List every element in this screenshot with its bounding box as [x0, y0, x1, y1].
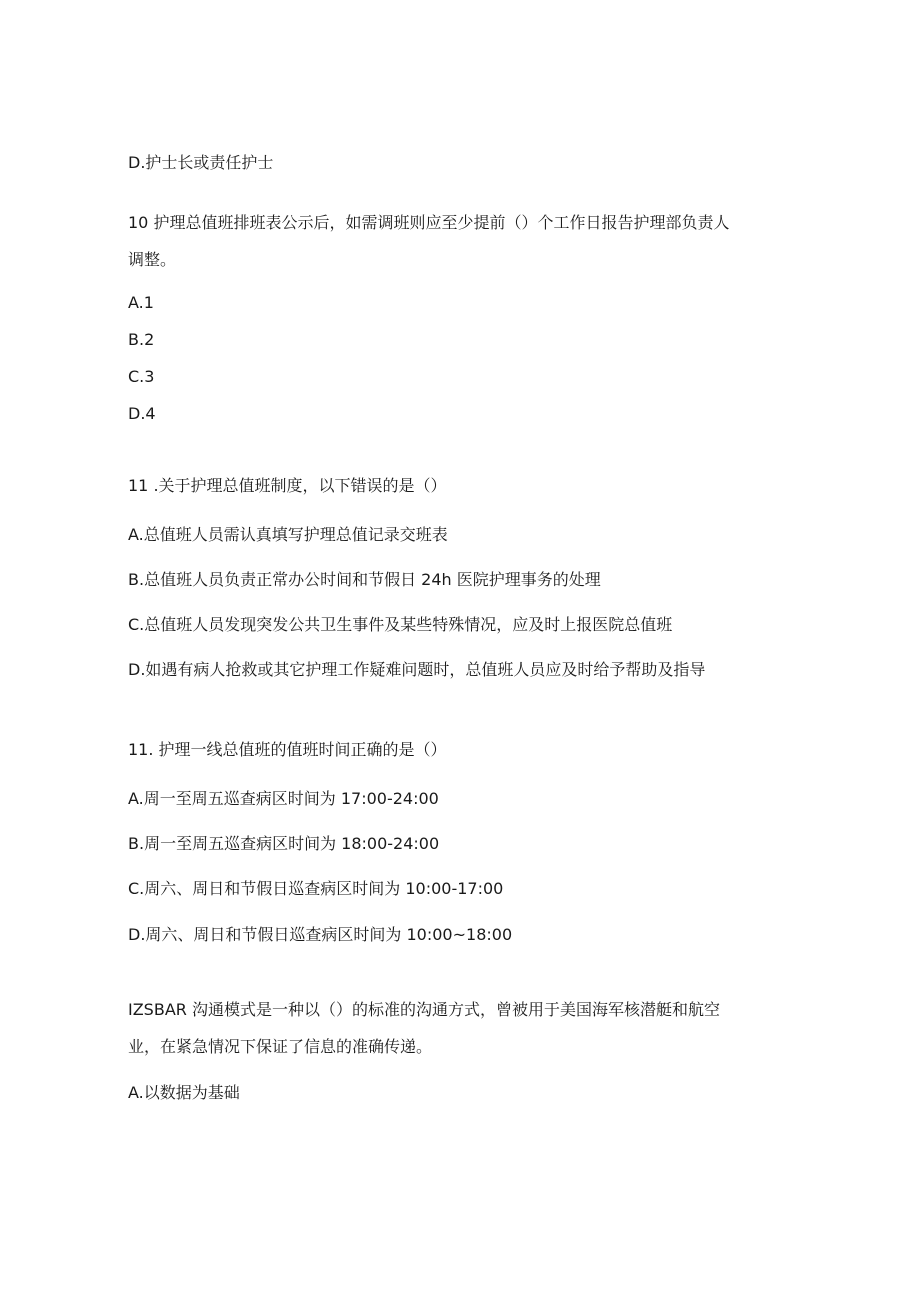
q10-option-a: A.1	[128, 293, 154, 312]
q12-option-a: A.以数据为基础	[128, 1083, 240, 1102]
q11b-question: 11. 护理一线总值班的值班时间正确的是（）	[128, 740, 447, 759]
q11a-option-c: C.总值班人员发现突发公共卫生事件及某些特殊情况，应及时上报医院总值班	[128, 615, 673, 634]
q12-question-line-1: IZSBAR 沟通模式是一种以（）的标准的沟通方式，曾被用于美国海军核潜艇和航空	[128, 1000, 720, 1019]
q10-option-b: B.2	[128, 330, 155, 349]
q10-question-line-1: 10 护理总值班排班表公示后，如需调班则应至少提前（）个工作日报告护理部负责人	[128, 213, 730, 232]
q10-option-c: C.3	[128, 367, 155, 386]
q12-question-line-2: 业，在紧急情况下保证了信息的准确传递。	[128, 1037, 433, 1056]
q11b-option-b: B.周一至周五巡查病区时间为 18:00-24:00	[128, 834, 440, 853]
q11b-option-c: C.周六、周日和节假日巡查病区时间为 10:00-17:00	[128, 879, 504, 898]
q11a-option-d: D.如遇有病人抢救或其它护理工作疑难问题时，总值班人员应及时给予帮助及指导	[128, 660, 706, 679]
q9-option-d: D.护士长或责任护士	[128, 153, 274, 172]
q11a-option-b: B.总值班人员负责正常办公时间和节假日 24h 医院护理事务的处理	[128, 570, 601, 589]
q11a-option-a: A.总值班人员需认真填写护理总值记录交班表	[128, 525, 448, 544]
q11b-option-a: A.周一至周五巡查病区时间为 17:00-24:00	[128, 789, 439, 808]
q11a-question: 11 .关于护理总值班制度，以下错误的是（）	[128, 476, 447, 495]
q10-question-line-2: 调整。	[128, 250, 177, 269]
q10-option-d: D.4	[128, 404, 156, 423]
q11b-option-d: D.周六、周日和节假日巡查病区时间为 10:00~18:00	[128, 925, 513, 944]
